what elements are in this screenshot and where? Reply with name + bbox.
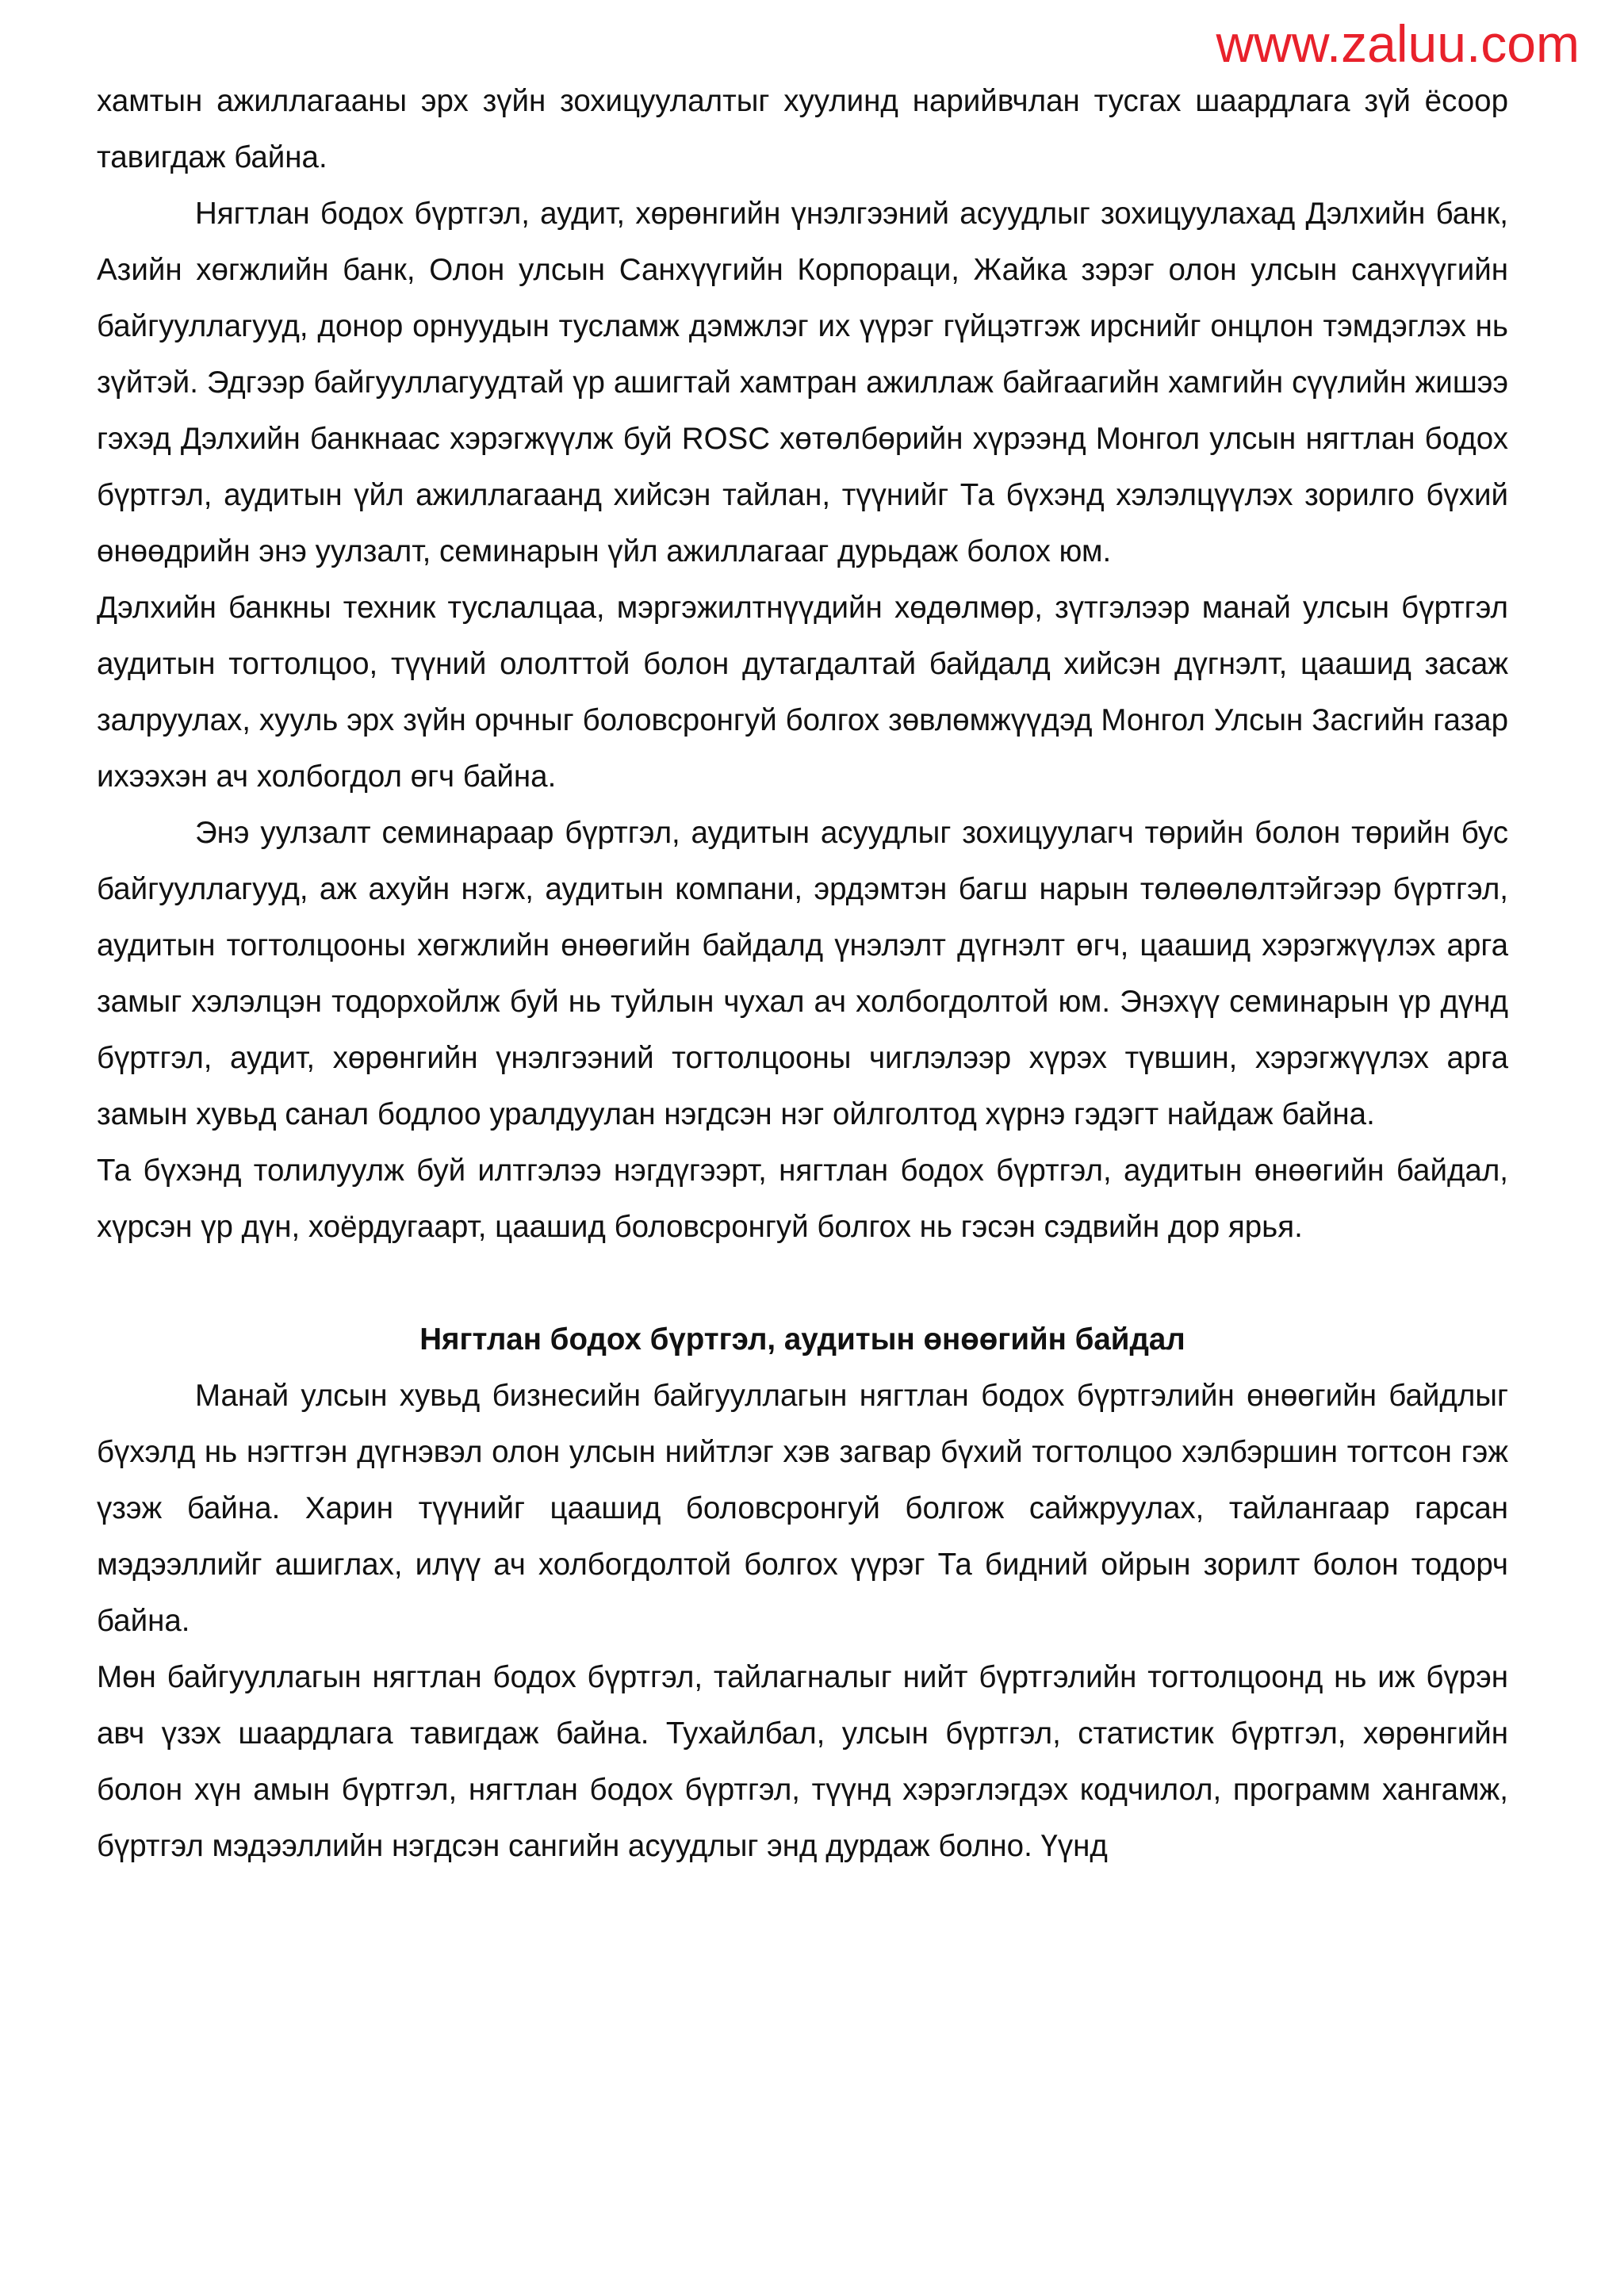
document-body [97,73,1508,1874]
body-paragraph-4: Энэ уулзалт семинараар бүртгэл, аудитын асуудлыг зохицуулагч төрийн болон төрийн бус байгууллагууд, аж ахуйн нэгж, аудитын компани, эрдэмтэн багш нарын төлөөлөлтэйгээр бүртгэл, аудитын тогтолцооны хөгжлийн өнөөгийн байдалд үнэлэлт дүгнэлт өгч, цаашид хэрэгжүүлэх арга замыг хэлэлцэн тодорхойлж буй нь туйлын чухал ач холбогдолтой юм. Энэхүү семинарын үр дүнд бүртгэл, аудит, хөрөнгийн үнэлгээний тогтолцооны чиглэлээр хүрэх түвшин, хэрэгжүүлэх арга замын хувьд санал бодлоо уралдуулан нэгдсэн нэг ойлголтод хүрнэ гэдэгт найдаж байна. [97,816,1508,1131]
body-paragraph-5: Та бүхэнд толилуулж буй илтгэлээ нэгдүгээрт, нягтлан бодох бүртгэл, аудитын өнөөгийн байдал, хүрсэн үр дүн, хоёрдугаарт, цаашид боловсронгуй болгох нь гэсэн сэдвийн дор ярья. [97,1154,1508,1244]
body-paragraph-7: Мөн байгууллагын нягтлан бодох бүртгэл, тайлагналыг нийт бүртгэлийн тогтолцоонд нь иж бүрэн авч үзэх шаардлага тавигдаж байна. Тухайлбал, улсын бүртгэл, статистик бүртгэл, хөрөнгийн болон хүн амын бүртгэл, нягтлан бодох бүртгэл, түүнд хэрэглэгдэх кодчилол, программ хангамж, бүртгэл мэдээллийн нэгдсэн сангийн асуудлыг энд дурдаж болно. Үүнд [97,1660,1508,1863]
watermark-logo-text[interactable]: www.zaluu.com [1216,14,1580,73]
body-paragraph-1: хамтын ажиллагааны эрх зүйн зохицуулалтыг хуулинд нарийвчлан тусгах шаардлага зүй ёсоор тавигдаж байна. [97,84,1508,174]
section-heading: Нягтлан бодох бүртгэл, аудитын өнөөгийн байдал [419,1322,1185,1357]
body-paragraph-3: Дэлхийн банкны техник туслалцаа, мэргэжилтнүүдийн хөдөлмөр, зүтгэлээр манай улсын бүртгэл аудитын тогтолцоо, түүний ололттой болон дутагдалтай байдалд хийсэн дүгнэлт, цаашид засаж залруулах, хууль эрх зүйн орчныг боловсронгуй болгох зөвлөмжүүдэд Монгол Улсын Засгийн газар ихээхэн ач холбогдол өгч байна. [97,591,1508,794]
body-paragraph-6: Манай улсын хувьд бизнесийн байгууллагын нягтлан бодох бүртгэлийн өнөөгийн байдлыг бүхэлд нь нэгтгэн дүгнэвэл олон улсын нийтлэг хэв загвар бүхий тогтолцоо хэлбэршин тогтсон гэж үзэж байна. Харин түүнийг цаашид боловсронгуй болгож сайжруулах, тайлангаар гарсан мэдээллийг ашиглах, илүү ач холбогдолтой болгох үүрэг Та бидний ойрын зорилт болон тодорч байна. [97,1379,1508,1638]
body-paragraph-2: Нягтлан бодох бүртгэл, аудит, хөрөнгийн үнэлгээний асуудлыг зохицуулахад Дэлхийн банк, Азийн хөгжлийн банк, Олон улсын Санхүүгийн Корпораци, Жайка зэрэг олон улсын санхүүгийн байгууллагууд, донор орнуудын тусламж дэмжлэг их үүрэг гүйцэтгэж ирснийг онцлон тэмдэглэх нь зүйтэй. Эдгээр байгууллагуудтай үр ашигтай хамтран ажиллаж байгаагийн хамгийн сүүлийн жишээ гэхэд Дэлхийн банкнаас хэрэгжүүлж буй ROSC хөтөлбөрийн хүрээнд Монгол улсын нягтлан бодох бүртгэл, аудитын үйл ажиллагаанд хийсэн тайлан, түүнийг Та бүхэнд хэлэлцүүлэх зорилго бүхий өнөөдрийн энэ уулзалт, семинарын үйл ажиллагааг дурьдаж болох юм. [97,197,1508,568]
